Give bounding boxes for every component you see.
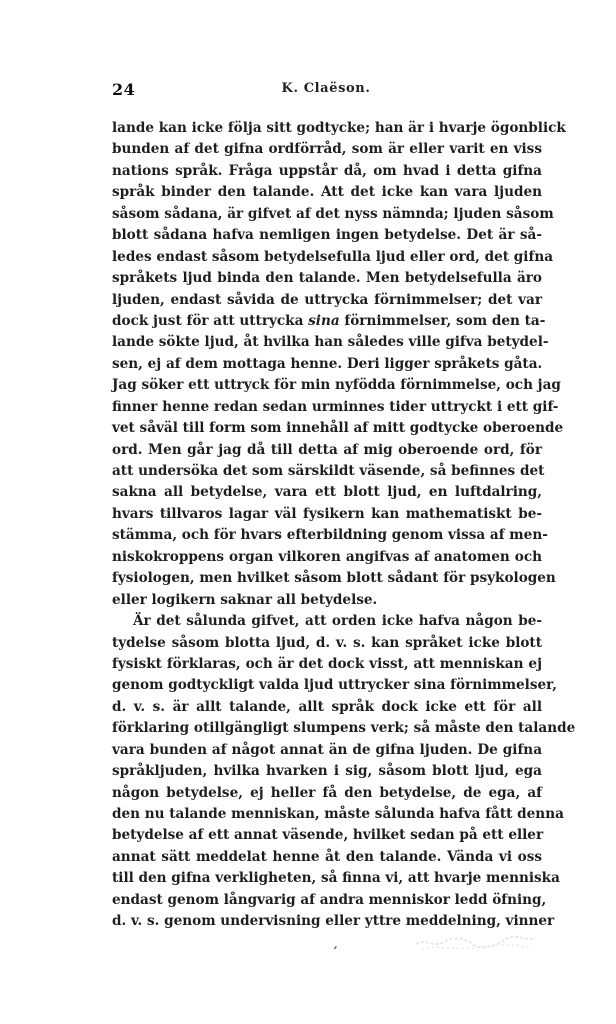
line-segment: förnimmelser, som den ta- bbox=[344, 312, 546, 329]
text-line: språk binder den talande. Att det icke kan vara ljuden bbox=[112, 184, 542, 201]
text-line: fysiskt förklaras, och är det dock visst, att menniskan ej bbox=[112, 655, 542, 672]
text-line: stämma, och för hvars efterbildning genom vissa af men- bbox=[112, 527, 548, 544]
page-header bbox=[112, 80, 540, 100]
text-line: betydelse af ett annat väsende, hvilket sedan på ett eller bbox=[112, 827, 544, 844]
text-line: d. v. s. genom undervisning eller yttre meddelning, vinner bbox=[112, 913, 555, 930]
text-line: ljuden, endast såvida de uttrycka förnimmelser; det var bbox=[112, 291, 542, 308]
text-line: till den gifna verkligheten, så finna vi, att hvarje menniska bbox=[112, 870, 560, 887]
text-line: d. v. s. är allt talande, allt språk dock icke ett för all bbox=[112, 698, 542, 715]
text-line: tydelse såsom blotta ljud, d. v. s. kan språket icke blott bbox=[112, 634, 542, 651]
text-line: niskokroppens organ vilkoren angifvas af anatomen och bbox=[112, 548, 542, 565]
text-line: sakna all betydelse, vara ett blott ljud, en luftdalring, bbox=[112, 484, 542, 501]
text-line: bunden af det gifna ordförråd, som är eller varit en viss bbox=[112, 141, 542, 158]
text-line: vet såväl till form som innehåll af mitt godtycke oberoende bbox=[112, 420, 564, 437]
text-line: vara bunden af något annat än de gifna ljuden. De gifna bbox=[112, 741, 542, 758]
text-line: endast genom långvarig af andra menniskor ledd öfning, bbox=[112, 891, 547, 908]
text-line-with-italic bbox=[112, 311, 546, 332]
italic-word: sina bbox=[308, 312, 340, 329]
text-line: fysiologen, men hvilket såsom blott sådant för psykologen bbox=[112, 570, 556, 587]
text-line: sen, ej af dem mottaga henne. Deri ligger språkets gåta. bbox=[112, 355, 543, 372]
running-head: K. Claëson. bbox=[281, 81, 371, 96]
text-line: nations språk. Fråga uppstår då, om hvad i detta gifna bbox=[112, 162, 542, 179]
text-line: förklaring otillgängligt slumpens verk; så måste den talande bbox=[112, 720, 576, 737]
faded-library-stamp bbox=[412, 928, 540, 954]
text-line: annat sätt meddelat henne åt den talande. Vända vi oss bbox=[112, 848, 542, 865]
text-line: språkets ljud binda den talande. Men betydelsefulla äro bbox=[112, 270, 542, 287]
text-line: någon betydelse, ej heller få den betydelse, de ega, af bbox=[112, 784, 542, 801]
text-line: blott sådana hafva nemligen ingen betydelse. Det är så- bbox=[112, 227, 542, 244]
text-line: Jag söker ett uttryck för min nyfödda förnimmelse, och jag bbox=[112, 377, 561, 394]
text-line: lande sökte ljud, åt hvilka han således ville gifva betydel- bbox=[112, 334, 549, 351]
paragraph-end-line: eller logikern saknar all betydelse. bbox=[112, 591, 378, 608]
text-line: såsom sådana, är gifvet af det nyss nämnda; ljuden såsom bbox=[112, 205, 554, 222]
text-line: lande kan icke följa sitt godtycke; han är i hvarje ögonblick bbox=[112, 120, 566, 136]
body-text bbox=[112, 118, 576, 933]
text-line: att undersöka det som särskildt väsende, så befinnes det bbox=[112, 463, 545, 479]
text-line: hvars tillvaros lagar väl fysikern kan mathematiskt be- bbox=[112, 505, 542, 522]
text-line: den nu talande menniskan, måste sålunda hafva fått denna bbox=[112, 806, 564, 822]
text-line: ord. Men går jag då till detta af mig oberoende ord, för bbox=[112, 441, 542, 458]
paragraph-start-line: Är det sålunda gifvet, att orden icke hafva någon be- bbox=[133, 613, 542, 630]
text-line: finner henne redan sedan urminnes tider uttryckt i ett gif- bbox=[112, 398, 559, 415]
text-line: genom godtyckligt valda ljud uttrycker sina förnimmelser, bbox=[112, 677, 558, 694]
text-line: ledes endast såsom betydelsefulla ljud eller ord, det gifna bbox=[112, 248, 554, 265]
text-line: språkljuden, hvilka hvarken i sig, såsom blott ljud, ega bbox=[112, 763, 542, 780]
stray-ink-mark: ʼ bbox=[328, 943, 339, 961]
line-segment: dock just för att uttrycka bbox=[112, 312, 304, 329]
page-number: 24 bbox=[112, 80, 136, 99]
